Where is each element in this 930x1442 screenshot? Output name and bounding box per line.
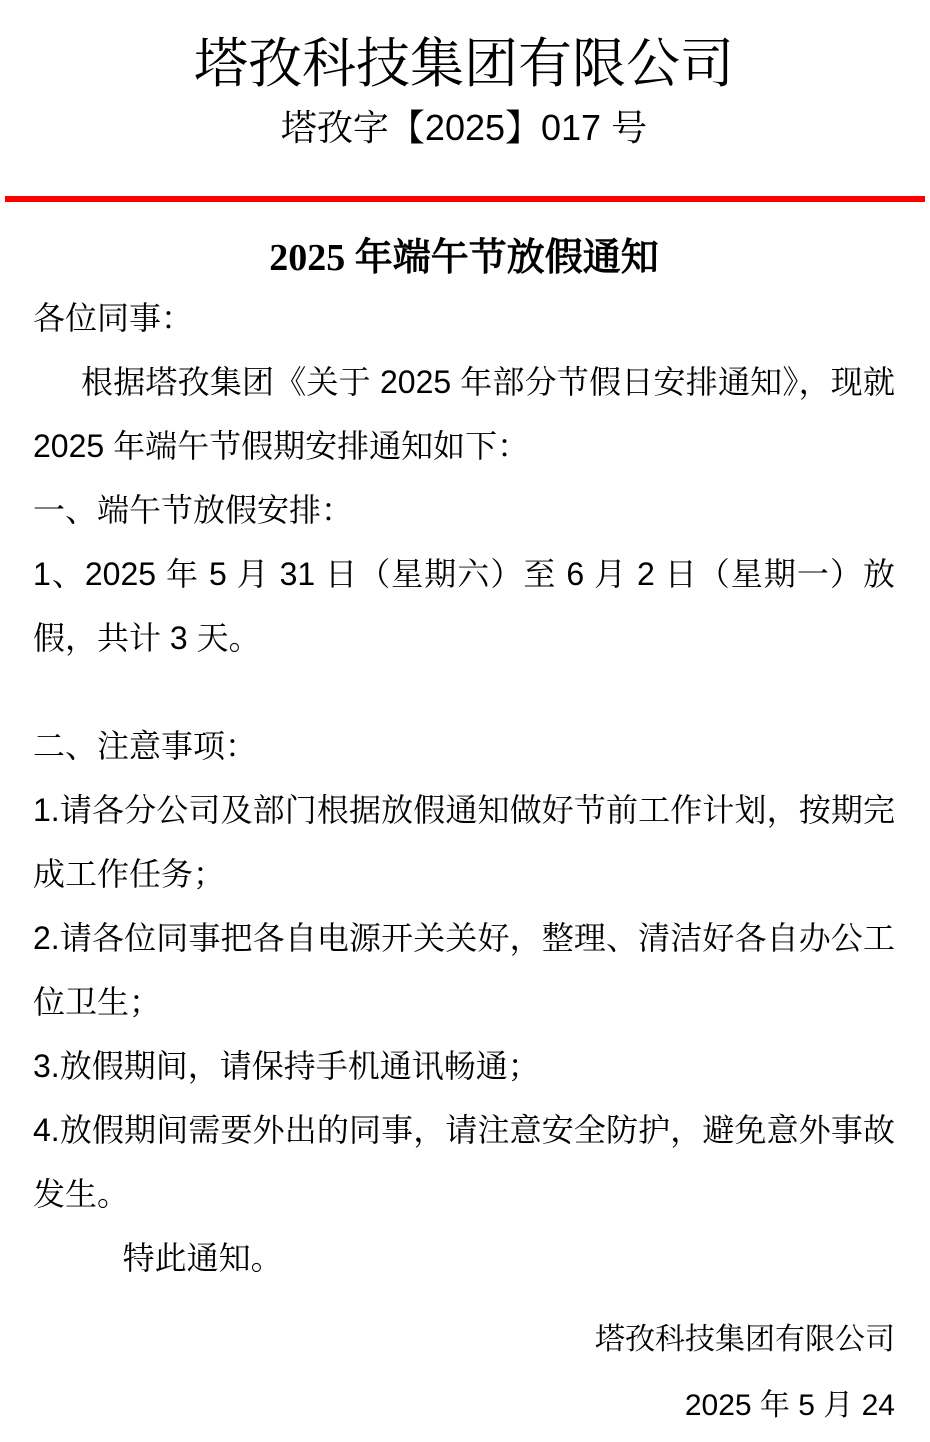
red-divider-line xyxy=(5,196,925,202)
signature-date: 2025 年 5 月 24 xyxy=(684,1389,895,1422)
section2-heading: 二、注意事项： xyxy=(33,728,258,764)
company-name-header: 塔孜科技集团有限公司 xyxy=(194,34,734,94)
section2-item-2: 2.请各位同事把各自电源开关关好，整理、清洁好各自办公工位卫生； xyxy=(33,920,895,1020)
document-header xyxy=(33,0,895,148)
salutation: 各位同事： xyxy=(33,300,194,336)
section2-item-4: 4.放假期间需要外出的同事，请注意安全防护，避免意外事故发生。 xyxy=(33,1112,895,1212)
section1-item-1: 1、2025 年 5 月 31 日（星期六）至 6 月 2 日（星期一）放假，共计 3 天。 xyxy=(33,556,895,656)
signature-company: 塔孜科技集团有限公司 xyxy=(595,1323,895,1356)
intro-paragraph: 根据塔孜集团《关于 2025 年部分节假日安排通知》，现就 2025 年端午节假期安排通知如下： xyxy=(33,364,895,464)
notice-body xyxy=(33,238,895,1438)
notice-title: 2025 年端午节放假通知 xyxy=(269,237,659,279)
section2-item-3: 3.放假期间，请保持手机通讯畅通； xyxy=(33,1048,540,1084)
document-number: 塔孜字【2025】017 号 xyxy=(280,107,648,148)
section1-heading: 一、端午节放假安排： xyxy=(33,492,354,528)
section2-item-1: 1.请各分公司及部门根据放假通知做好节前工作计划，按期完成工作任务； xyxy=(33,792,895,892)
closing-statement: 特此通知。 xyxy=(122,1240,283,1276)
